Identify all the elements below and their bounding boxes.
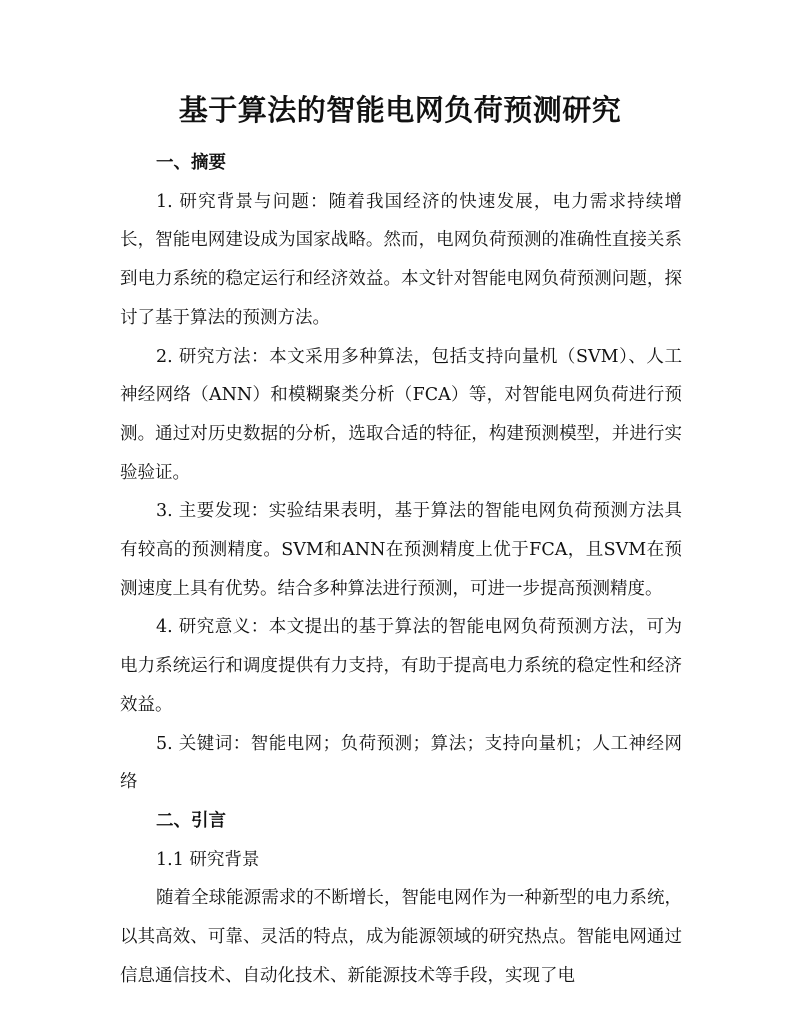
- subsection-heading-background: 1.1 研究背景: [156, 849, 260, 870]
- introduction-paragraph: 随着全球能源需求的不断增长，智能电网作为一种新型的电力系统，以其高效、可靠、灵活的特点，成为能源领域的研究热点。智能电网通过信息通信技术、自动化技术、新能源技术等手段，实现了电: [120, 888, 682, 986]
- abstract-paragraph-findings: 3. 主要发现：实验结果表明，基于算法的智能电网负荷预测方法具有较高的预测精度。SVM和ANN在预测精度上优于FCA，且SVM在预测速度上具有优势。结合多种算法进行预测，可进一步提高预测精度。: [120, 501, 682, 599]
- abstract-paragraph-significance: 4. 研究意义：本文提出的基于算法的智能电网负荷预测方法，可为电力系统运行和调度提供有力支持，有助于提高电力系统的稳定性和经济效益。: [120, 617, 682, 715]
- abstract-paragraph-methods: 2. 研究方法：本文采用多种算法，包括支持向量机（SVM）、人工神经网络（ANN）和模糊聚类分析（FCA）等，对智能电网负荷进行预测。通过对历史数据的分析，选取合适的特征，构建预测模型，并进行实验验证。: [120, 346, 682, 483]
- section-heading-introduction: 二、引言: [156, 810, 226, 831]
- abstract-paragraph-keywords: 5. 关键词：智能电网；负荷预测；算法；支持向量机；人工神经网络: [120, 733, 682, 793]
- section-heading-abstract: 一、摘要: [156, 153, 226, 173]
- abstract-paragraph-background: 1. 研究背景与问题：随着我国经济的快速发展，电力需求持续增长，智能电网建设成为国家战略。然而，电网负荷预测的准确性直接关系到电力系统的稳定运行和经济效益。本文针对智能电网负荷预测问题，探讨了基于算法的预测方法。: [120, 191, 682, 328]
- document-title: 基于算法的智能电网负荷预测研究: [178, 93, 622, 127]
- document-body: [120, 144, 682, 995]
